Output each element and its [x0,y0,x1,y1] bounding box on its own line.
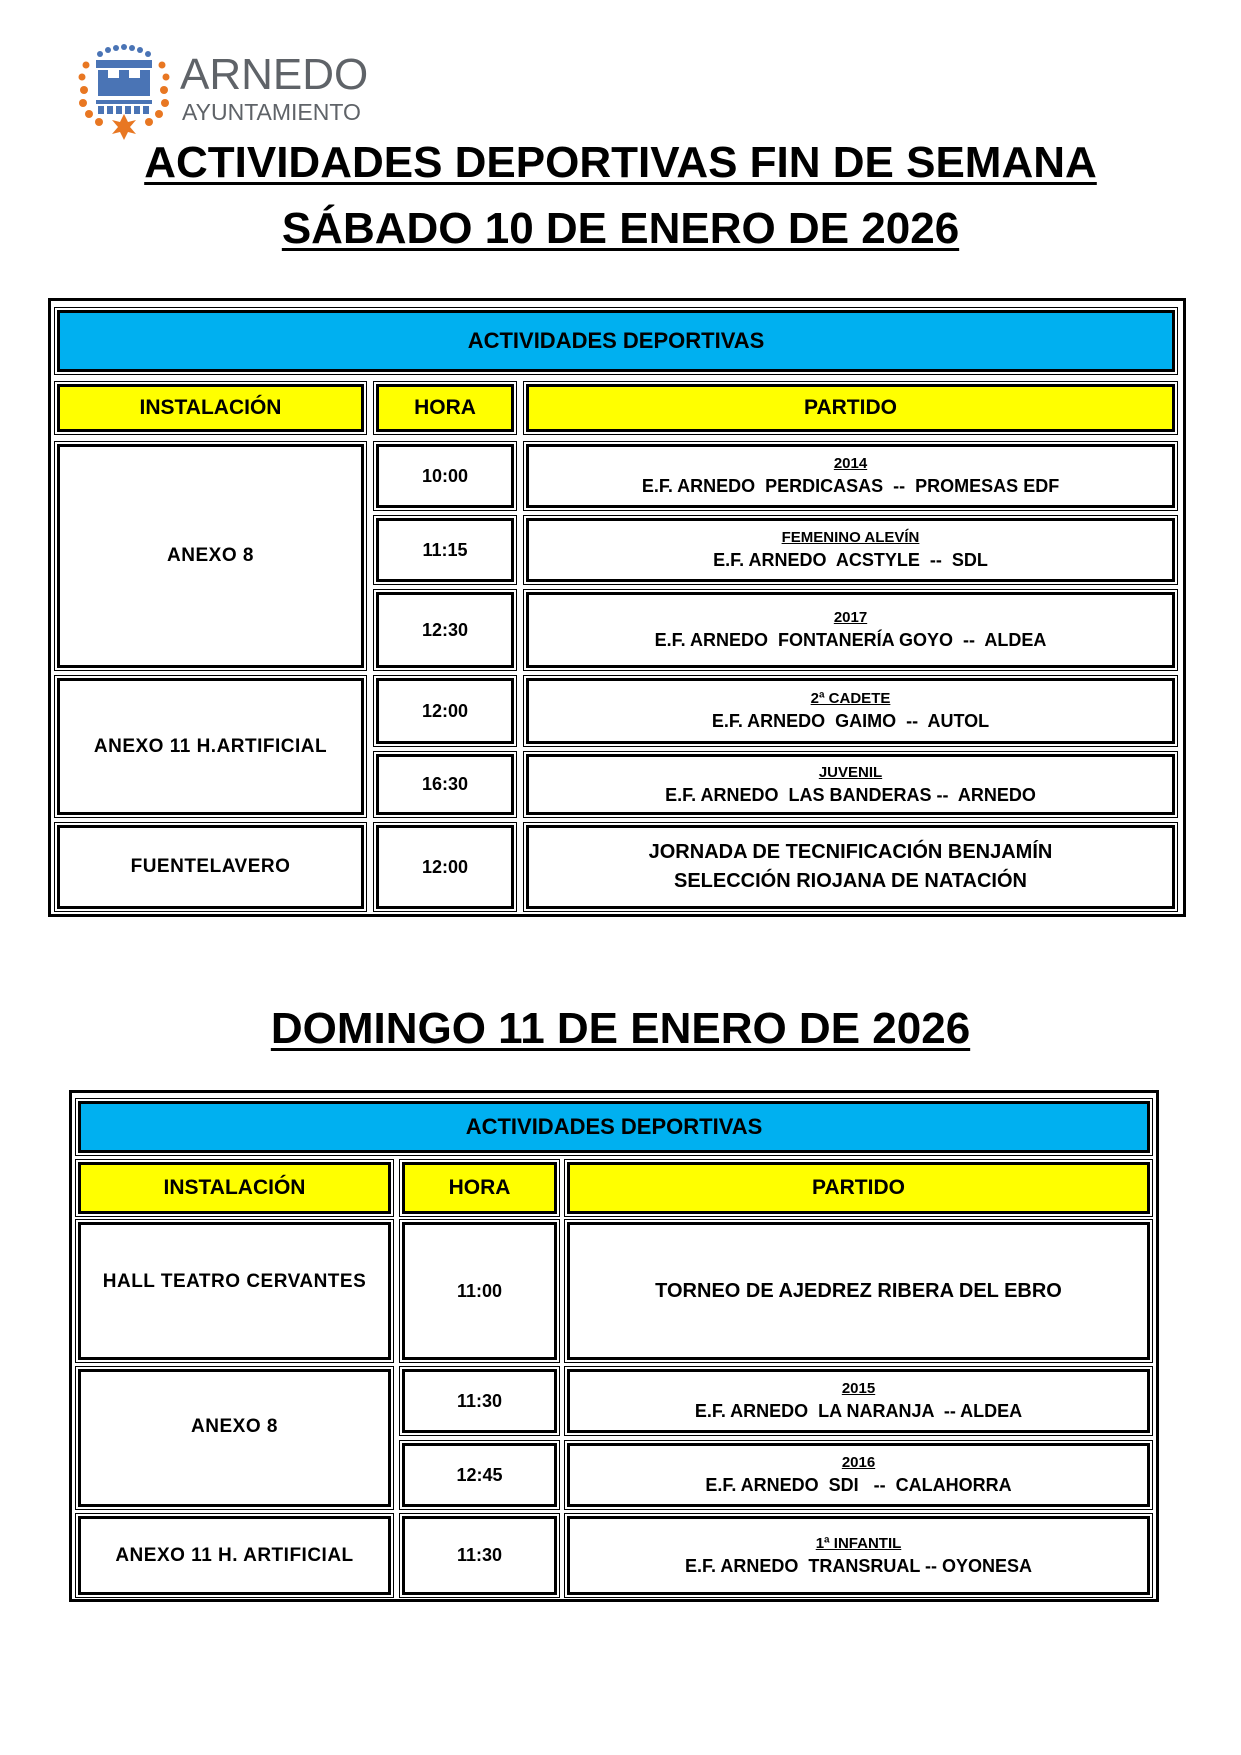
city-seal-icon [74,44,174,140]
event-line: SELECCIÓN RIOJANA DE NATACIÓN [674,870,1027,892]
time-cell: 11:00 [402,1222,557,1360]
match-category: 2017 [833,609,868,626]
table-banner: ACTIVIDADES DEPORTIVAS [78,1101,1150,1153]
match-teams: E.F. ARNEDO FONTANERÍA GOYO -- ALDEA [654,630,1047,650]
event-cell [567,1222,1150,1360]
match-cell [526,592,1175,668]
saturday-heading: SÁBADO 10 DE ENERO DE 2026 [281,204,960,253]
match-teams: E.F. ARNEDO LAS BANDERAS -- ARNEDO [665,784,1036,805]
match-category: 2ª CADETE [810,690,891,707]
time-cell: 12:45 [402,1443,557,1507]
time-cell: 12:00 [376,825,514,909]
match-teams: E.F. ARNEDO GAIMO -- AUTOL [711,711,990,731]
time-cell: 10:00 [376,444,514,508]
time-cell: 11:30 [402,1369,557,1433]
time-cell: 11:15 [376,518,514,582]
match-category: 2014 [833,455,868,472]
logo-subtitle: AYUNTAMIENTO [182,99,361,125]
venue-cell [78,1369,391,1507]
sunday-heading: DOMINGO 11 DE ENERO DE 2026 [270,1004,971,1053]
time-cell: 11:30 [402,1516,557,1595]
header-hora: HORA [376,384,514,432]
match-teams: E.F. ARNEDO SDI -- CALAHORRA [705,1475,1012,1495]
saturday-table [48,298,1186,917]
venue-cell [78,1222,391,1360]
match-cell [526,518,1175,582]
header-hora: HORA [402,1162,557,1214]
match-category: 2016 [841,1454,876,1471]
header-partido: PARTIDO [526,384,1175,432]
time-cell: 12:30 [376,592,514,668]
header-instalacion: INSTALACIÓN [78,1162,391,1214]
match-teams: E.F. ARNEDO TRANSRUAL -- OYONESA [684,1555,1033,1576]
venue-cell: ANEXO 11 H. ARTIFICIAL [78,1516,391,1595]
time-cell: 16:30 [376,754,514,815]
event-cell [526,825,1175,909]
match-category: 2015 [841,1380,876,1397]
venue-cell: ANEXO 11 H.ARTIFICIAL [57,678,364,815]
match-cell [567,1369,1150,1433]
sunday-table [69,1090,1159,1602]
header-instalacion: INSTALACIÓN [57,384,364,432]
match-cell [526,754,1175,815]
header-partido: PARTIDO [567,1162,1150,1214]
venue-cell: ANEXO 8 [57,444,364,668]
match-category: FEMENINO ALEVÍN [781,529,920,546]
table-banner: ACTIVIDADES DEPORTIVAS [57,310,1175,372]
time-cell: 12:00 [376,678,514,744]
venue-cell: FUENTELAVERO [57,825,364,909]
venue-label: HALL TEATRO CERVANTES [102,1271,367,1292]
match-teams: E.F. ARNEDO PERDICASAS -- PROMESAS EDF [641,476,1060,496]
match-teams: E.F. ARNEDO ACSTYLE -- SDL [713,550,988,570]
match-cell [567,1443,1150,1507]
match-cell [567,1516,1150,1595]
arnedo-logo [74,44,394,140]
logo-name: ARNEDO [180,50,369,99]
match-cell [526,444,1175,508]
event-line: TORNEO DE AJEDREZ RIBERA DEL EBRO [655,1279,1062,1302]
match-cell [526,678,1175,744]
event-line: JORNADA DE TECNIFICACIÓN BENJAMÍN [648,841,1053,863]
match-category: 1ª INFANTIL [815,1534,902,1552]
match-category: JUVENIL [818,763,883,781]
page-title: ACTIVIDADES DEPORTIVAS FIN DE SEMANA [144,138,1097,187]
venue-label: ANEXO 8 [191,1416,278,1437]
match-teams: E.F. ARNEDO LA NARANJA -- ALDEA [694,1401,1023,1421]
